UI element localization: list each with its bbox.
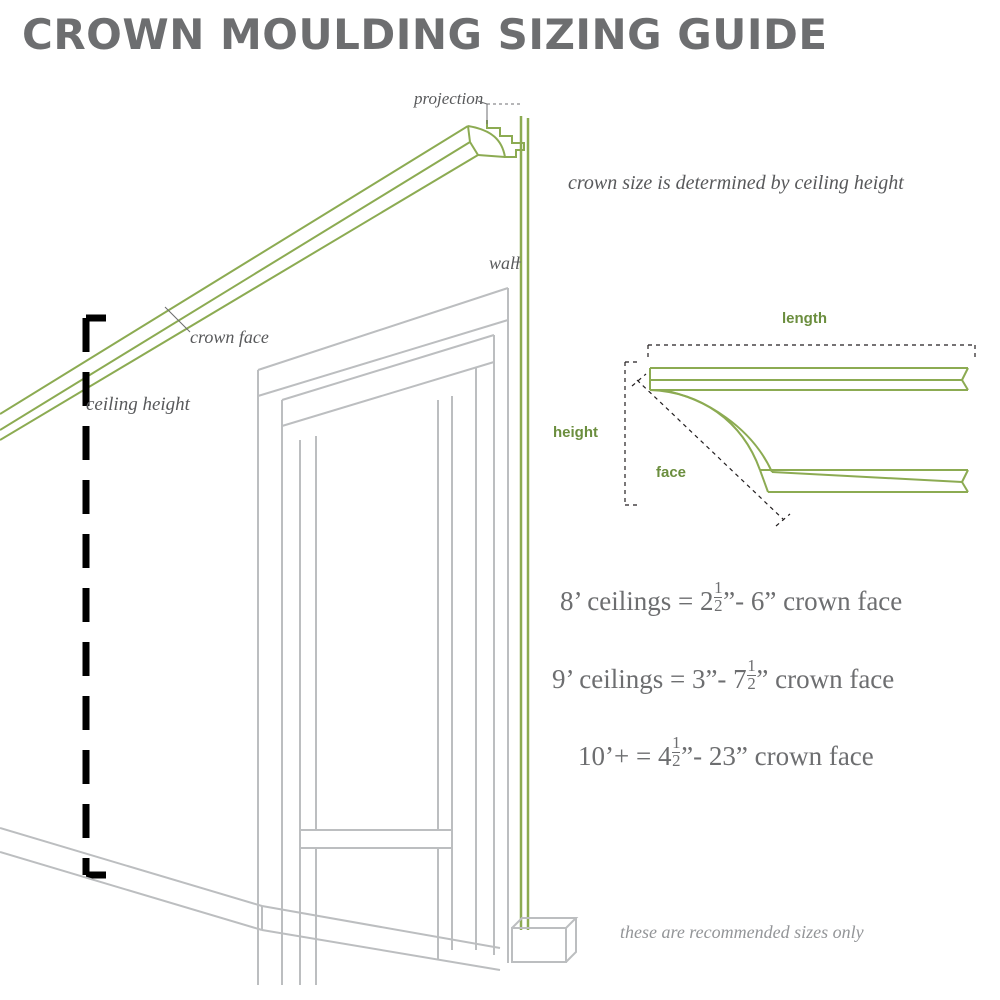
label-projection: projection	[414, 89, 484, 108]
label-profile-face: face	[656, 464, 687, 481]
height-dimension-bracket	[625, 362, 640, 505]
page-title: CROWN MOULDING SIZING GUIDE	[22, 10, 828, 59]
projection-leader	[478, 101, 521, 124]
moulding-profile	[650, 368, 968, 492]
spec-range-end: crown face	[768, 663, 895, 694]
spec-dash: -	[735, 585, 751, 616]
spec-range-start-unit: ”	[756, 663, 769, 694]
spec-range-start-whole: 2	[699, 585, 714, 616]
face-dimension-line	[632, 374, 790, 526]
spec-range-end: 6” crown face	[750, 585, 903, 616]
spec-ceiling-label: 10’+	[578, 740, 630, 771]
spec-range-end: 23” crown face	[708, 740, 874, 771]
label-crown-face: crown face	[190, 327, 269, 347]
spec-fraction: $\frac{1}{2}$	[714, 578, 723, 615]
spec-ceiling-label: 9’ ceilings	[552, 663, 664, 694]
crown-moulding-run	[0, 126, 478, 440]
spec-range-start-whole: 4	[657, 740, 672, 771]
spec-ceiling-label: 8’ ceilings	[560, 585, 672, 616]
spec-range-start-whole: 3”- 7	[691, 663, 747, 694]
note-ceiling-height: crown size is determined by ceiling height	[568, 172, 904, 194]
spec-range-start-unit: ”-	[681, 740, 709, 771]
footer-disclaimer: these are recommended sizes only	[620, 922, 864, 942]
spec-line-10ft	[578, 735, 874, 772]
spec-range-start-unit: ”	[723, 585, 736, 616]
spec-equals: =	[635, 740, 652, 771]
door-frame	[0, 288, 508, 985]
spec-fraction: $\frac{1}{2}$	[747, 656, 756, 693]
label-wall: wall	[489, 253, 521, 273]
spec-equals: =	[677, 585, 694, 616]
spec-line-8ft	[560, 580, 902, 617]
wall-line	[521, 116, 528, 930]
spec-line-9ft	[552, 658, 894, 695]
spec-equals: =	[669, 663, 686, 694]
length-dimension-bracket	[648, 345, 975, 360]
label-profile-height: height	[553, 424, 598, 441]
label-profile-length: length	[782, 310, 827, 327]
spec-fraction: $\frac{1}{2}$	[672, 733, 681, 770]
label-ceiling-height: ceiling height	[86, 394, 190, 415]
crown-face-leader	[165, 307, 190, 332]
